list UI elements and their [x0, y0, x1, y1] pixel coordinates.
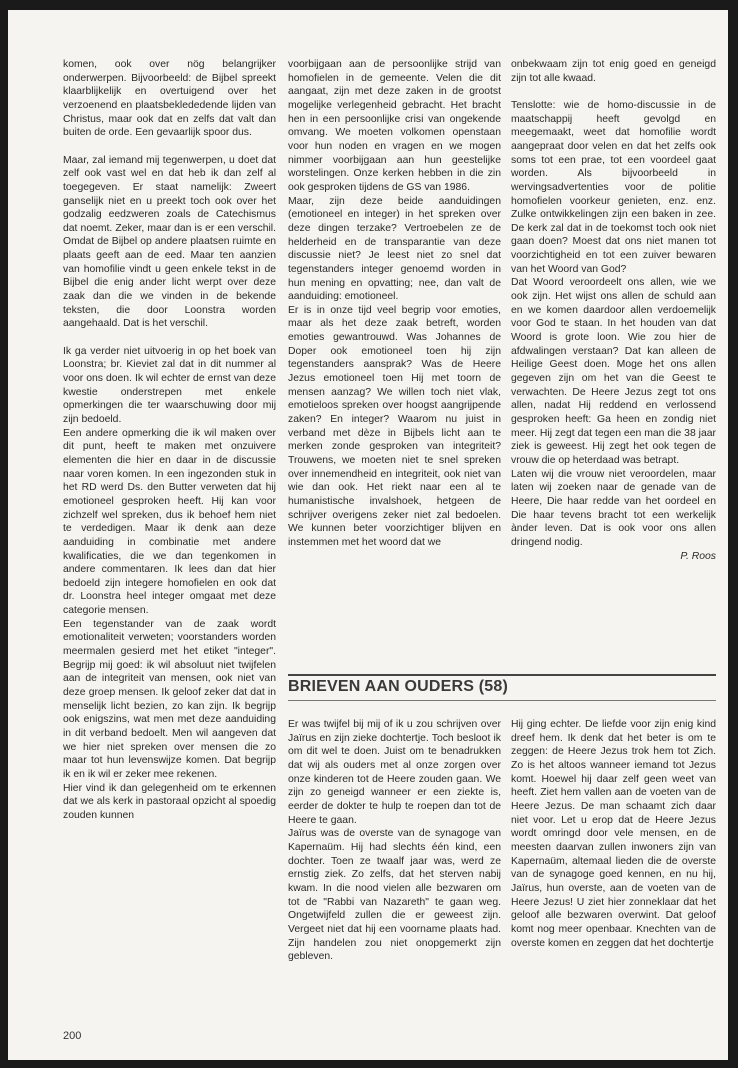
paragraph: Maar, zijn deze beide aanduidingen (emotioneel en integer) in het spreken over deze dingen terzake? Vertroebelen ze de helderheid en de transparantie van deze discussie niet? Je leest niet zo snel dat tegenstanders integer genoemd worden in hun mening en opvatting; nee, dan valt de aanduiding: emotioneel.	[288, 195, 501, 303]
heading-rule-top	[288, 674, 716, 676]
paragraph: Hier vind ik dan gelegenheid om te erkennen dat we als kerk in pastoraal opzicht al spoedig zouden kunnen	[63, 782, 276, 821]
article-column-3	[511, 58, 716, 563]
paragraph: Ik ga verder niet uitvoerig in op het boek van Loonstra; br. Kieviet zal dat in dit nummer al voor ons doen. Ik wil echter de ernst van deze kwestie onderstrepen met enkele opmerkingen die ter waarschuwing door mij zijn bedoeld.	[63, 345, 276, 425]
paragraph: Een andere opmerking die ik wil maken over dit punt, heeft te maken met onzuivere elementen die hier en daar in de discussie naar voren komen. In een ingezonden stuk in het RD werd Ds. den Butter verweten dat hij emotioneel gesproken heeft. Hij kan voor zichzelf wel spreken, dus ik behoef hem niet te verdedigen. Maar ik denk aan deze aanduiding in combinatie met andere kwalificaties, die we dan tegenkomen in andere commentaren. Ik lees dan dat hier bedoeld zijn integere homofielen en ook dat dr. Loonstra heel integer omgaat met deze categorie mensen.	[63, 427, 276, 617]
page-number: 200	[63, 1030, 82, 1042]
paragraph: Maar, zal iemand mij tegenwerpen, u doet dat zelf ook vast wel en dat heb ik dan zelf al toegegeven. Er staat namelijk: Zweert ganselijk niet en u preekt toch ook over het godzalig eedzweren zoals de Catechismus dat noemt. Zeker, maar dan is er een verschil. Omdat de Bijbel op andere plaatsen ruimte en plaats geeft aan de eed. Maar ten aanzien van homofilie vindt u geen enkele tekst in de Bijbel die enig ander licht werpt over deze zaak dan die we vinden in de bekende teksten, die door Loonstra worden aangehaald. Dat is het verschil.	[63, 154, 276, 330]
paragraph: Jaïrus was de overste van de synagoge van Kapernaüm. Hij had slechts één kind, een dochter. Toen ze twaalf jaar was, werd ze ernstig ziek. Zo zelfs, dat het sterven nabij kwam. In die nood vielen alle bezwaren om tot de "Rabbi van Nazareth" te gaan weg. Ongetwijfeld zullen die er geweest zijn. Vergeet niet dat hij een voorname plaats had. Zijn handelen zou niet onopgemerkt zijn gebleven.	[288, 828, 501, 963]
author-signature: P. Roos	[680, 550, 716, 562]
paragraph: Laten wij die vrouw niet veroordelen, maar laten wij zoeken naar de genade van de Heere, Die haar redde van het oordeel en Die haar tevens bracht tot een werkelijk ànder leven. Dat is ook voor ons allen dringend nodig.	[511, 468, 716, 548]
heading-rule-bottom	[288, 700, 716, 701]
paragraph: Dat Woord veroordeelt ons allen, wie we ook zijn. Het wijst ons allen de schuld aan en we komen daardoor allen verdoemelijk voor God te staan. In het houden van dat Woord is grote loon. Wie zou hier de afdwalingen verstaan? Dat kan alleen de Heilige Geest doen. Moge het ons allen gegeven zijn om het van die Geest te verwachten. De Heere Jezus zegt tot ons allen, nadat Hij reddend en verlossend gesproken heeft: Ga heen en zondig niet meer. Hij zegt dat tegen een man die 38 jaar ziek is geweest. Hij zegt het ook tegen de vrouw die op heterdaad was betrapt.	[511, 277, 716, 466]
paragraph: Hij ging echter. De liefde voor zijn enig kind dreef hem. Ik denk dat het beter is om te zeggen: de Heere Jezus trok hem tot Zich. Zo is het altoos wanneer iemand tot Jezus komt. Hoewel hij daar zelf geen weet van heeft. Ziet hem vallen aan de voeten van de Heere Jezus. De man schaamt zich daar niet voor. Let u erop dat de Heere Jezus wordt omringd door vele mensen, en de meesten daarvan zullen inwoners zijn van Kapernaüm, altemaal lieden die de overste van de synagoge goed kennen, en nu hij, Jaïrus, hun overste, aan de voeten van de Heere Jezus! U ziet hier zonneklaar dat het geloof alle bezwaren overwint. Dat geloof komt nog meer openbaar. Knechten van de overste komen en zeggen dat het dochtertje	[511, 719, 716, 949]
paragraph: Een tegenstander van de zaak wordt emotionaliteit verweten; voorstanders worden meermalen gesierd met het etiket "integer". Begrijp mij goed: ik wil absoluut niet twijfelen aan de integriteit van mensen, ook niet van deze groep mensen. Ik geloof zeker dat dat in menselijk licht bezien, zo kan zijn. Ik begrijp ook enigszins, wat men met deze aanduiding in dit verband bedoelt. Men wil aangeven dat we hier niet spreken over mensen die zo maar tot hun levenswijze komen. Dat begrijp ik en ik wil er zeker mee rekenen.	[63, 618, 276, 780]
page	[8, 10, 728, 1060]
letter-column-1	[288, 718, 501, 964]
paragraph: onbekwaam zijn tot enig goed en geneigd zijn tot alle kwaad.	[511, 59, 716, 84]
section-heading: BRIEVEN AAN OUDERS (58)	[288, 678, 509, 695]
article-column-1	[63, 58, 276, 823]
letter-column-2	[511, 718, 716, 950]
paragraph: Er is in onze tijd veel begrip voor emoties, maar als het deze zaak betreft, worden emoties gewantrouwd. Was Johannes de Doper ook emotioneel toen hij zijn tegenstanders aansprak? Was de Heere Jezus emotioneel toen Hij met toorn de mensen aanzag? We willen toch niet vlak, emotieloos spreken over hoogst aangrijpende zaken? En integer? Waarom nu juist in verband met dèze in Bijbels licht aan te merken zonde gesproken van integriteit? Trouwens, we moeten niet te snel spreken over innemendheid en integriteit, ook niet van wie dan ook. Het riekt naar een al te humanistische invalshoek, hetgeen de schrijver overigens zeker niet zal bedoelen. We kunnen beter voorzichtiger blijven en instemmen met het woord dat we	[288, 304, 501, 548]
paragraph: komen, ook over nög belangrijker onderwerpen. Bijvoorbeeld: de Bijbel spreekt klaarblijkelijk en overtuigend over het verzoenend en plaatsbeklededende lijden van Christus, maar ook dat en zelfs dat valt dan buiten de orde. Een gevaarlijk spoor dus.	[63, 59, 276, 139]
article-column-2	[288, 58, 501, 550]
paragraph: Tenslotte: wie de homo-discussie in de maatschappij heeft gevolgd en meegemaakt, weet dat homofilie wordt aangepraat door velen en dat het zelfs ook soms tot een prae, tot een voordeel gaat worden. Als bijvoorbeeld in wervingsadvertenties voor de politie homofielen voorkeur genieten, enz. enz. Zulke ontwikkelingen zijn een baken in zee. De kerk zal dat in de toekomst toch ook niet gaan doen? Moest dat ons niet manen tot voorzichtigheid en tot een zuiver bewaren van het Woord van God?	[511, 99, 716, 275]
paragraph: Er was twijfel bij mij of ik u zou schrijven over Jaïrus en zijn zieke dochtertje. Toch besloot ik om dit wel te doen. Juist om te benadrukken dat wij als ouders met al onze zorgen over onze kinderen tot de Heere zouden gaan. We zijn zo geneigd wanneer er een ziekte is, eerder de dokter te hulp te roepen dan tot de Heere te gaan.	[288, 719, 501, 826]
paragraph: voorbijgaan aan de persoonlijke strijd van homofielen in de gemeente. Velen die dit aangaat, zijn met deze zaken in de grootst mogelijke verlegenheid gebracht. Het bracht hen in een persoonlijke crisi van ongekende omvang. We moeten volkomen openstaan voor hun noden en vragen en we mogen nimmer voorbijgaan aan hun geestelijke worstelingen. Onze kerken hebben in die zin ook gesproken tijdens de GS van 1986.	[288, 59, 501, 193]
